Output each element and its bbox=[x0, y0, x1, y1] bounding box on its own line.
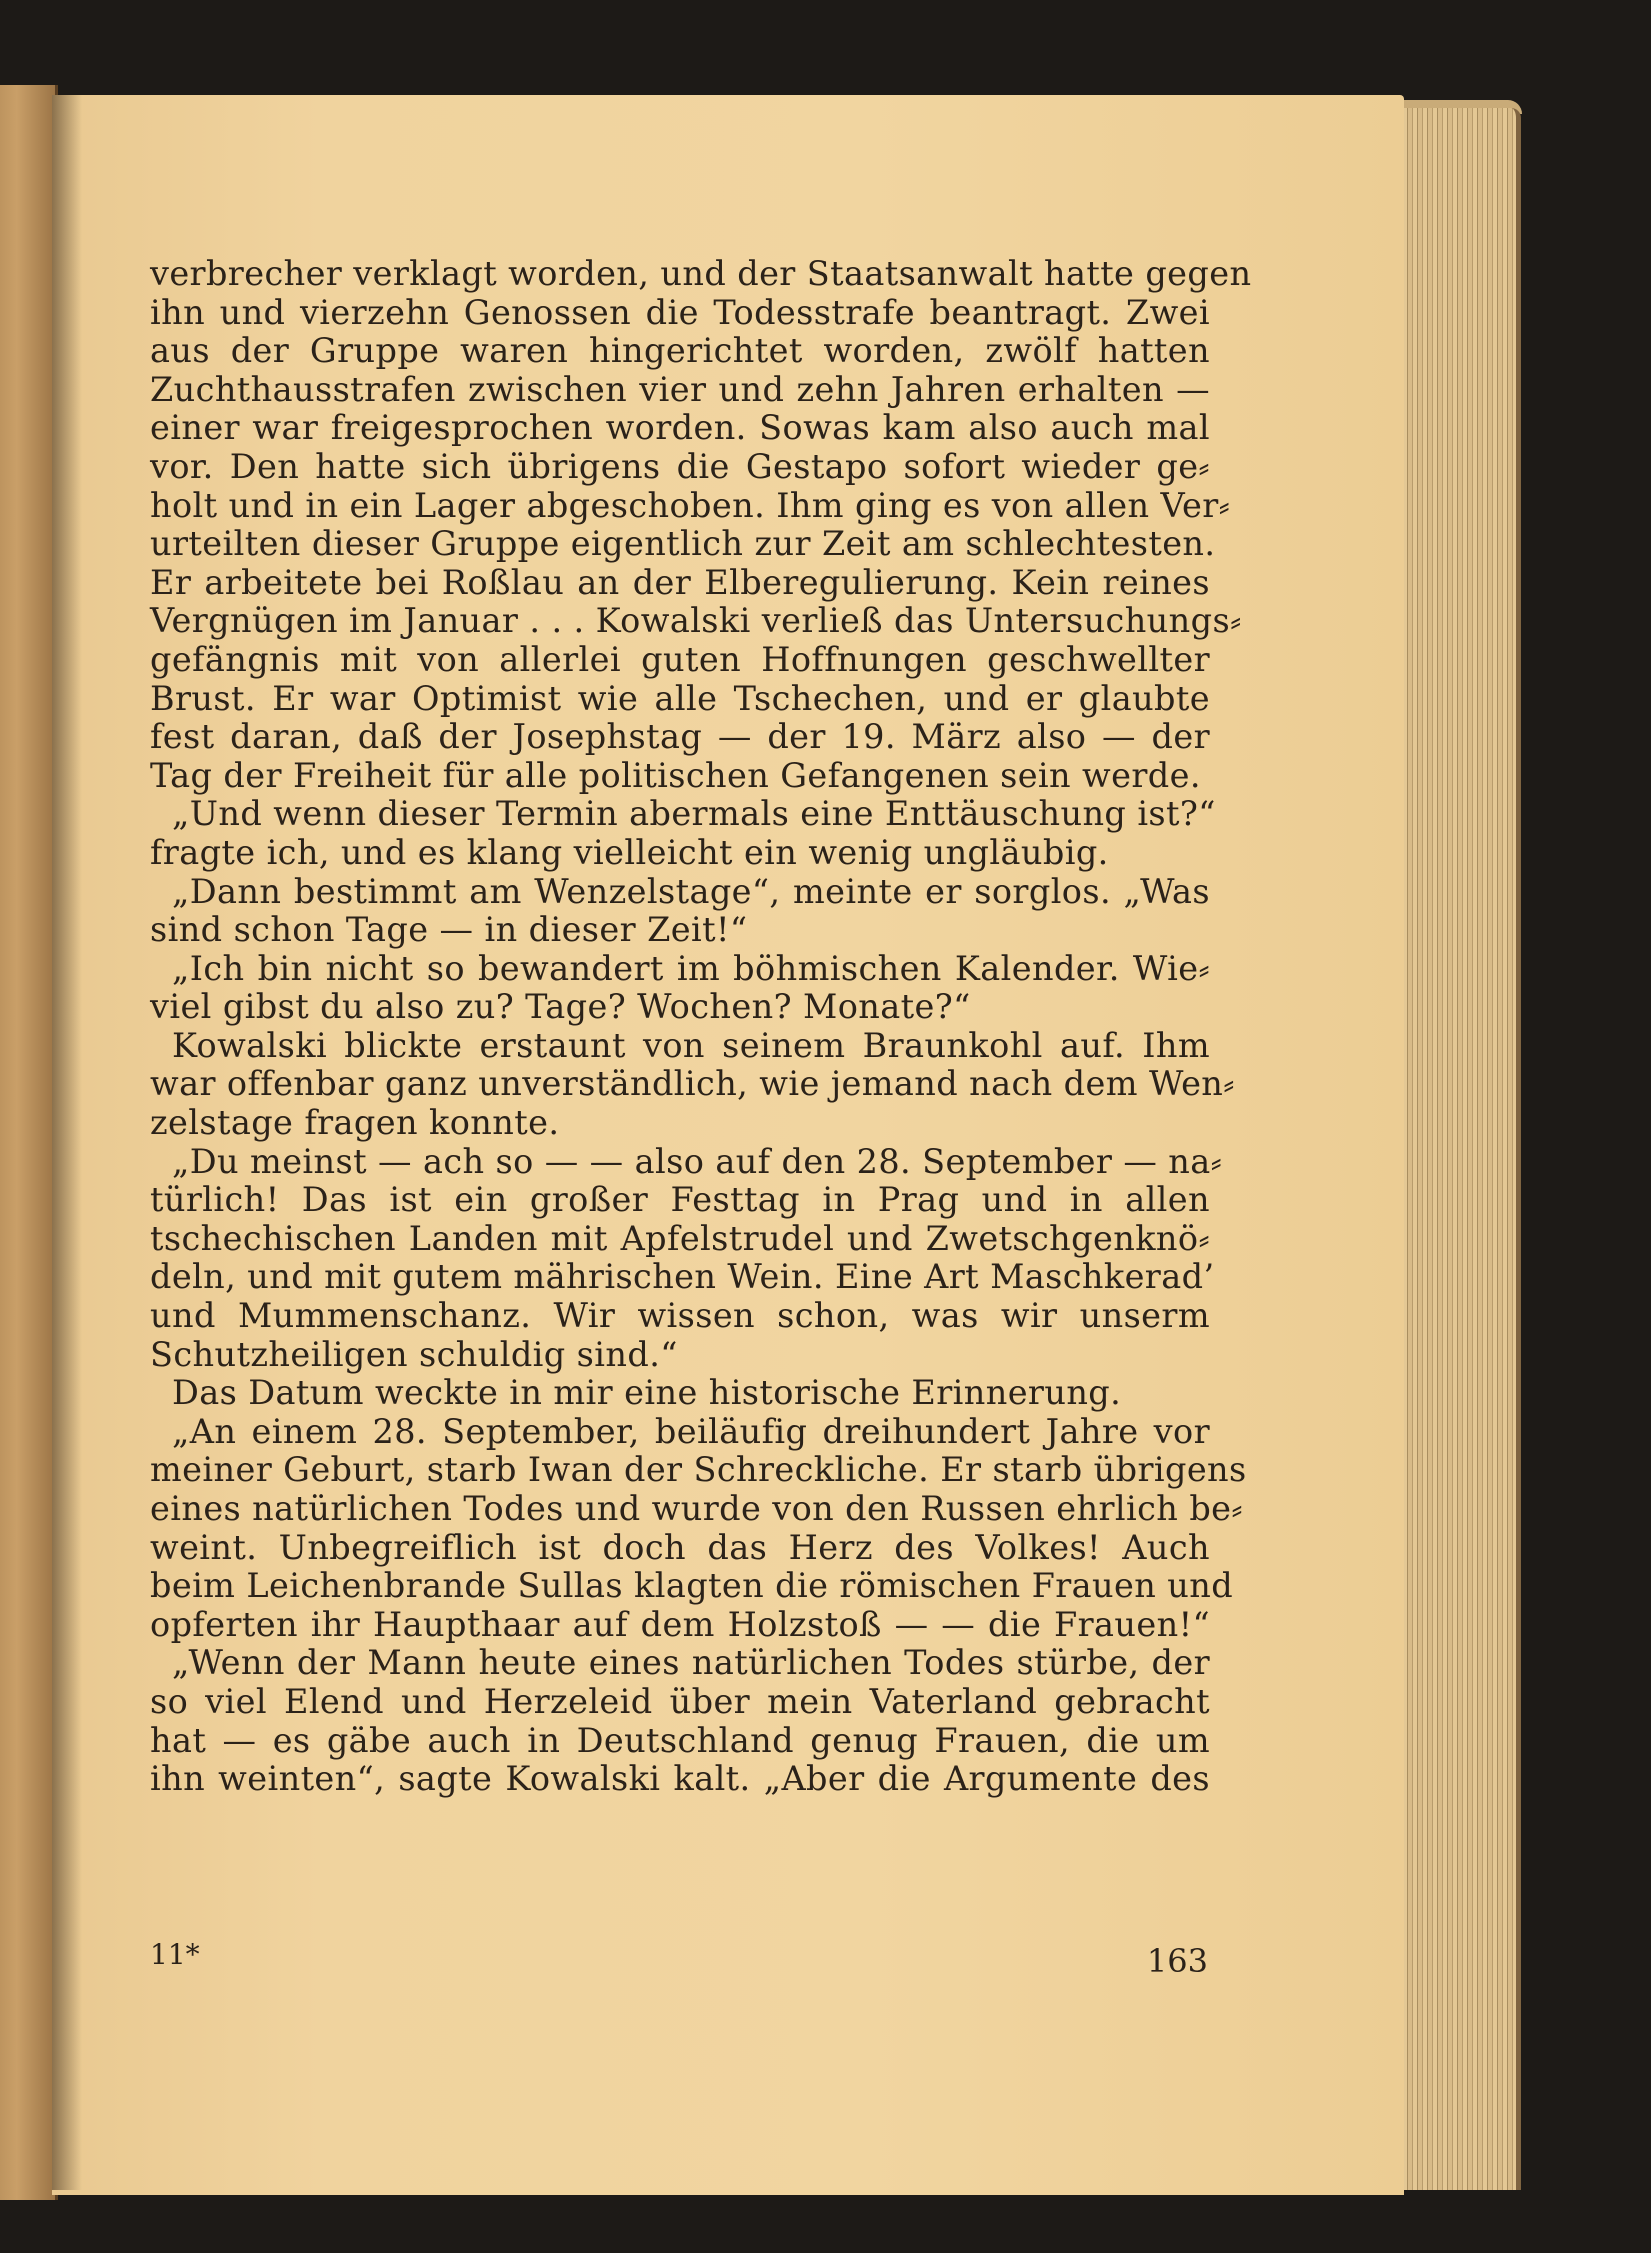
gutter-shadow bbox=[52, 95, 82, 2190]
text-line: Zuchthausstrafen zwischen vier und zehn Jahren erhalten — bbox=[150, 369, 1210, 409]
page-block-edges bbox=[1398, 108, 1521, 2190]
text-line: fest daran, daß der Josephstag — der 19. März also — der bbox=[150, 717, 1210, 757]
text-line: sind schon Tage — in dieser Zeit!“ bbox=[150, 910, 748, 950]
text-line: meiner Geburt, starb Iwan der Schreckliche. Er starb übrigens bbox=[150, 1450, 1247, 1490]
text-line: einer war freigesprochen worden. Sowas kam also auch mal bbox=[150, 408, 1210, 448]
text-line: viel gibst du also zu? Tage? Wochen? Monate?“ bbox=[150, 987, 971, 1027]
text-line: vor. Den hatte sich übrigens die Gestapo sofort wieder ge⸗ bbox=[150, 446, 1210, 486]
text-line: „An einem 28. September, beiläufig dreihundert Jahre vor bbox=[172, 1411, 1210, 1451]
text-line: fragte ich, und es klang vielleicht ein wenig ungläubig. bbox=[150, 832, 1109, 872]
text-line: „Dann bestimmt am Wenzelstage“, meinte er sorglos. „Was bbox=[172, 871, 1210, 911]
text-line: zelstage fragen konnte. bbox=[150, 1103, 560, 1143]
text-line: Das Datum weckte in mir eine historische Erinnerung. bbox=[172, 1373, 1122, 1413]
text-line: holt und in ein Lager abgeschoben. Ihm ging es von allen Ver⸗ bbox=[150, 485, 1231, 525]
text-line: Brust. Er war Optimist wie alle Tschechen, und er glaubte bbox=[150, 678, 1210, 718]
facing-page-edge bbox=[0, 85, 58, 2200]
text-line: ihn weinten“, sagte Kowalski kalt. „Aber die Argumente des bbox=[150, 1759, 1210, 1799]
text-line: beim Leichenbrande Sullas klagten die römischen Frauen und bbox=[150, 1566, 1234, 1606]
page-number: 163 bbox=[1146, 1942, 1208, 1980]
text-line: Schutzheiligen schuldig sind.“ bbox=[150, 1334, 678, 1374]
text-line: „Und wenn dieser Termin abermals eine Enttäuschung ist?“ bbox=[172, 794, 1216, 834]
text-line: Kowalski blickte erstaunt von seinem Braunkohl auf. Ihm bbox=[172, 1025, 1210, 1065]
text-line: Er arbeitete bei Roßlau an der Elberegulierung. Kein reines bbox=[150, 562, 1210, 602]
text-line: deln, und mit gutem mährischen Wein. Eine Art Maschkerad’ bbox=[150, 1257, 1215, 1297]
text-line: „Du meinst — ach so — — also auf den 28. September — na⸗ bbox=[172, 1141, 1223, 1181]
text-line: tschechischen Landen mit Apfelstrudel und Zwetschgenknö⸗ bbox=[150, 1218, 1210, 1258]
text-line: hat — es gäbe auch in Deutschland genug Frauen, die um bbox=[150, 1720, 1210, 1760]
text-line: so viel Elend und Herzeleid über mein Vaterland gebracht bbox=[150, 1681, 1210, 1721]
body-text bbox=[150, 254, 1252, 1799]
signature-mark: 11* bbox=[150, 1938, 200, 1971]
text-line: eines natürlichen Todes und wurde von den Russen ehrlich be⸗ bbox=[150, 1489, 1243, 1528]
text-line: war offenbar ganz unverständlich, wie jemand nach dem Wen⸗ bbox=[150, 1064, 1235, 1104]
text-line: gefängnis mit von allerlei guten Hoffnungen geschwellter bbox=[150, 639, 1210, 679]
text-line: ihn und vierzehn Genossen die Todesstrafe beantragt. Zwei bbox=[150, 292, 1210, 332]
text-line: verbrecher verklagt worden, und der Staatsanwalt hatte gegen bbox=[150, 254, 1252, 293]
text-line: urteilten dieser Gruppe eigentlich zur Zeit am schlechtesten. bbox=[150, 524, 1216, 564]
text-line: „Ich bin nicht so bewandert im böhmischen Kalender. Wie⸗ bbox=[172, 948, 1210, 988]
text-line: und Mummenschanz. Wir wissen schon, was wir unserm bbox=[150, 1296, 1210, 1336]
text-line: Vergnügen im Januar . . . Kowalski verließ das Untersuchungs⸗ bbox=[150, 601, 1242, 641]
text-line: opferten ihr Haupthaar auf dem Holzstoß — — die Frauen!“ bbox=[150, 1604, 1210, 1644]
text-line: Tag der Freiheit für alle politischen Gefangenen sein werde. bbox=[150, 755, 1201, 795]
text-line: „Wenn der Mann heute eines natürlichen Todes stürbe, der bbox=[172, 1643, 1210, 1683]
text-line: türlich! Das ist ein großer Festtag in Prag und in allen bbox=[150, 1180, 1210, 1220]
text-line: aus der Gruppe waren hingerichtet worden, zwölf hatten bbox=[150, 331, 1210, 371]
text-line: weint. Unbegreiflich ist doch das Herz des Volkes! Auch bbox=[150, 1527, 1210, 1567]
